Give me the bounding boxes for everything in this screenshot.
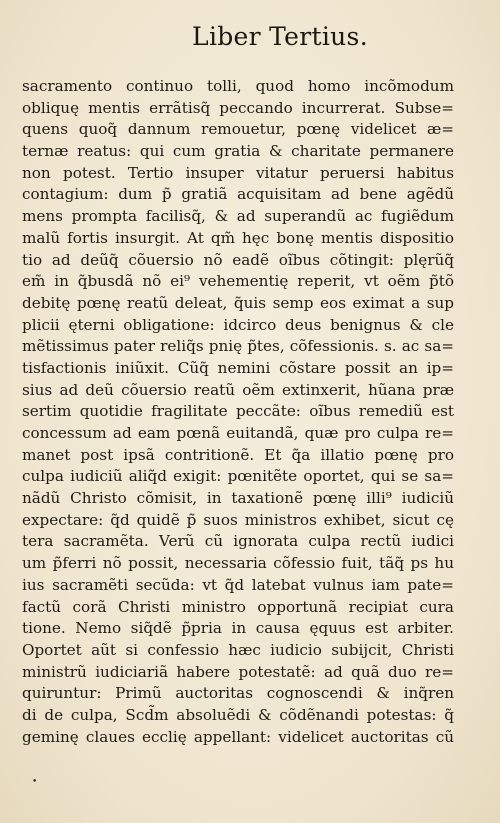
text-line: quens quoq̃ dannum remouetur, pœnę videlicet æ=: [22, 120, 454, 139]
text-line: concessum ad eam pœnã euitandã, quæ pro culpa re=: [22, 424, 454, 442]
text-line: em̃ in q̃busdã nõ ei⁹ vehementię reperit, vt oẽm p̃tõ: [22, 272, 454, 291]
text-line: malũ fortis insurgit. At qm̃ hęc bonę mentis dispositio: [22, 228, 454, 247]
text-line: tisfactionis iniũxit. Cũq̃ nemini cõstare possit an ip=: [22, 358, 454, 377]
text-line: Oportet aũt si confessio hæc iudicio subijcit, Christi: [22, 640, 454, 659]
text-line: non potest. Tertio insuper vitatur peruersi habitus: [22, 163, 454, 182]
text-line: tione. Nemo siq̃dẽ p̃pria in causa ęquus est arbiter.: [22, 619, 454, 638]
text-line: plicii ęterni obligatione: idcirco deus benignus & cle: [22, 315, 454, 334]
text-line: tera sacramẽta. Verũ cũ ignorata culpa rectũ iudici: [22, 532, 454, 551]
text-line: nãdũ Christo cõmisit, in taxationẽ pœnę illi⁹ iudiciũ: [22, 489, 454, 508]
text-line: expectare: q̃d quidẽ p̃ suos ministros exhibet, sicut cę: [22, 510, 454, 529]
ink-speck: •: [32, 777, 38, 787]
text-line: di de culpa, Scd̃m absoluẽdi & cõdẽnandi potestas: q̃: [22, 705, 454, 724]
text-line: um p̃ferri nõ possit, necessaria cõfessio fuit, tãq̃ ps hu: [22, 554, 454, 573]
text-line: sertim quotidie fragilitate peccãte: oĩbus remediũ est: [22, 402, 454, 421]
text-line: quiruntur: Primũ auctoritas cognoscendi & inq̃ren: [22, 684, 454, 703]
body-text: [22, 76, 454, 748]
text-line: ternæ reatus: qui cum gratia & charitate permanere: [22, 142, 454, 161]
text-line: culpa iudiciũ aliq̃d exigit: pœnitẽte oportet, qui se sa=: [22, 467, 454, 486]
page-header: [0, 22, 500, 51]
text-line: tio ad deũq̃ cõuersio nõ eadẽ oĩbus cõtingit: plęrũq̃: [22, 250, 454, 269]
text-line: ius sacramẽti secũda: vt q̃d latebat vulnus iam pate=: [22, 575, 454, 594]
text-line: obliquę mentis errãtisq̃ peccando incurrerat. Subse=: [22, 98, 454, 117]
text-line: contagium: dum p̃ gratiã acquisitam ad bene agẽdũ: [22, 185, 454, 204]
text-line: debitę pœnę reatũ deleat, q̃uis semp eos eximat a sup: [22, 293, 454, 312]
text-line: mens prompta facilisq̃, & ad superandũ ac fugiẽdum: [22, 207, 454, 226]
text-line: geminę claues ecclię appellant: videlicet auctoritas cũ: [22, 727, 454, 746]
text-line: sacramento continuo tolli, quod homo incõmodum: [22, 77, 454, 95]
text-line: factũ corã Christi ministro opportunã recipiat cura: [22, 597, 454, 616]
text-line: sius ad deũ cõuersio reatũ oẽm extinxerit, hũana præ: [22, 380, 454, 399]
running-title: Liber Tertius.: [192, 22, 368, 51]
text-line: mẽtissimus pater reliq̃s pnię p̃tes, cõfessionis. s. ac sa=: [22, 337, 454, 356]
text-line: manet post ipsã contritionẽ. Et q̃a illatio pœnę pro: [22, 445, 454, 464]
text-line: ministrũ iudiciariã habere potestatẽ: ad quã duo re=: [22, 662, 454, 681]
